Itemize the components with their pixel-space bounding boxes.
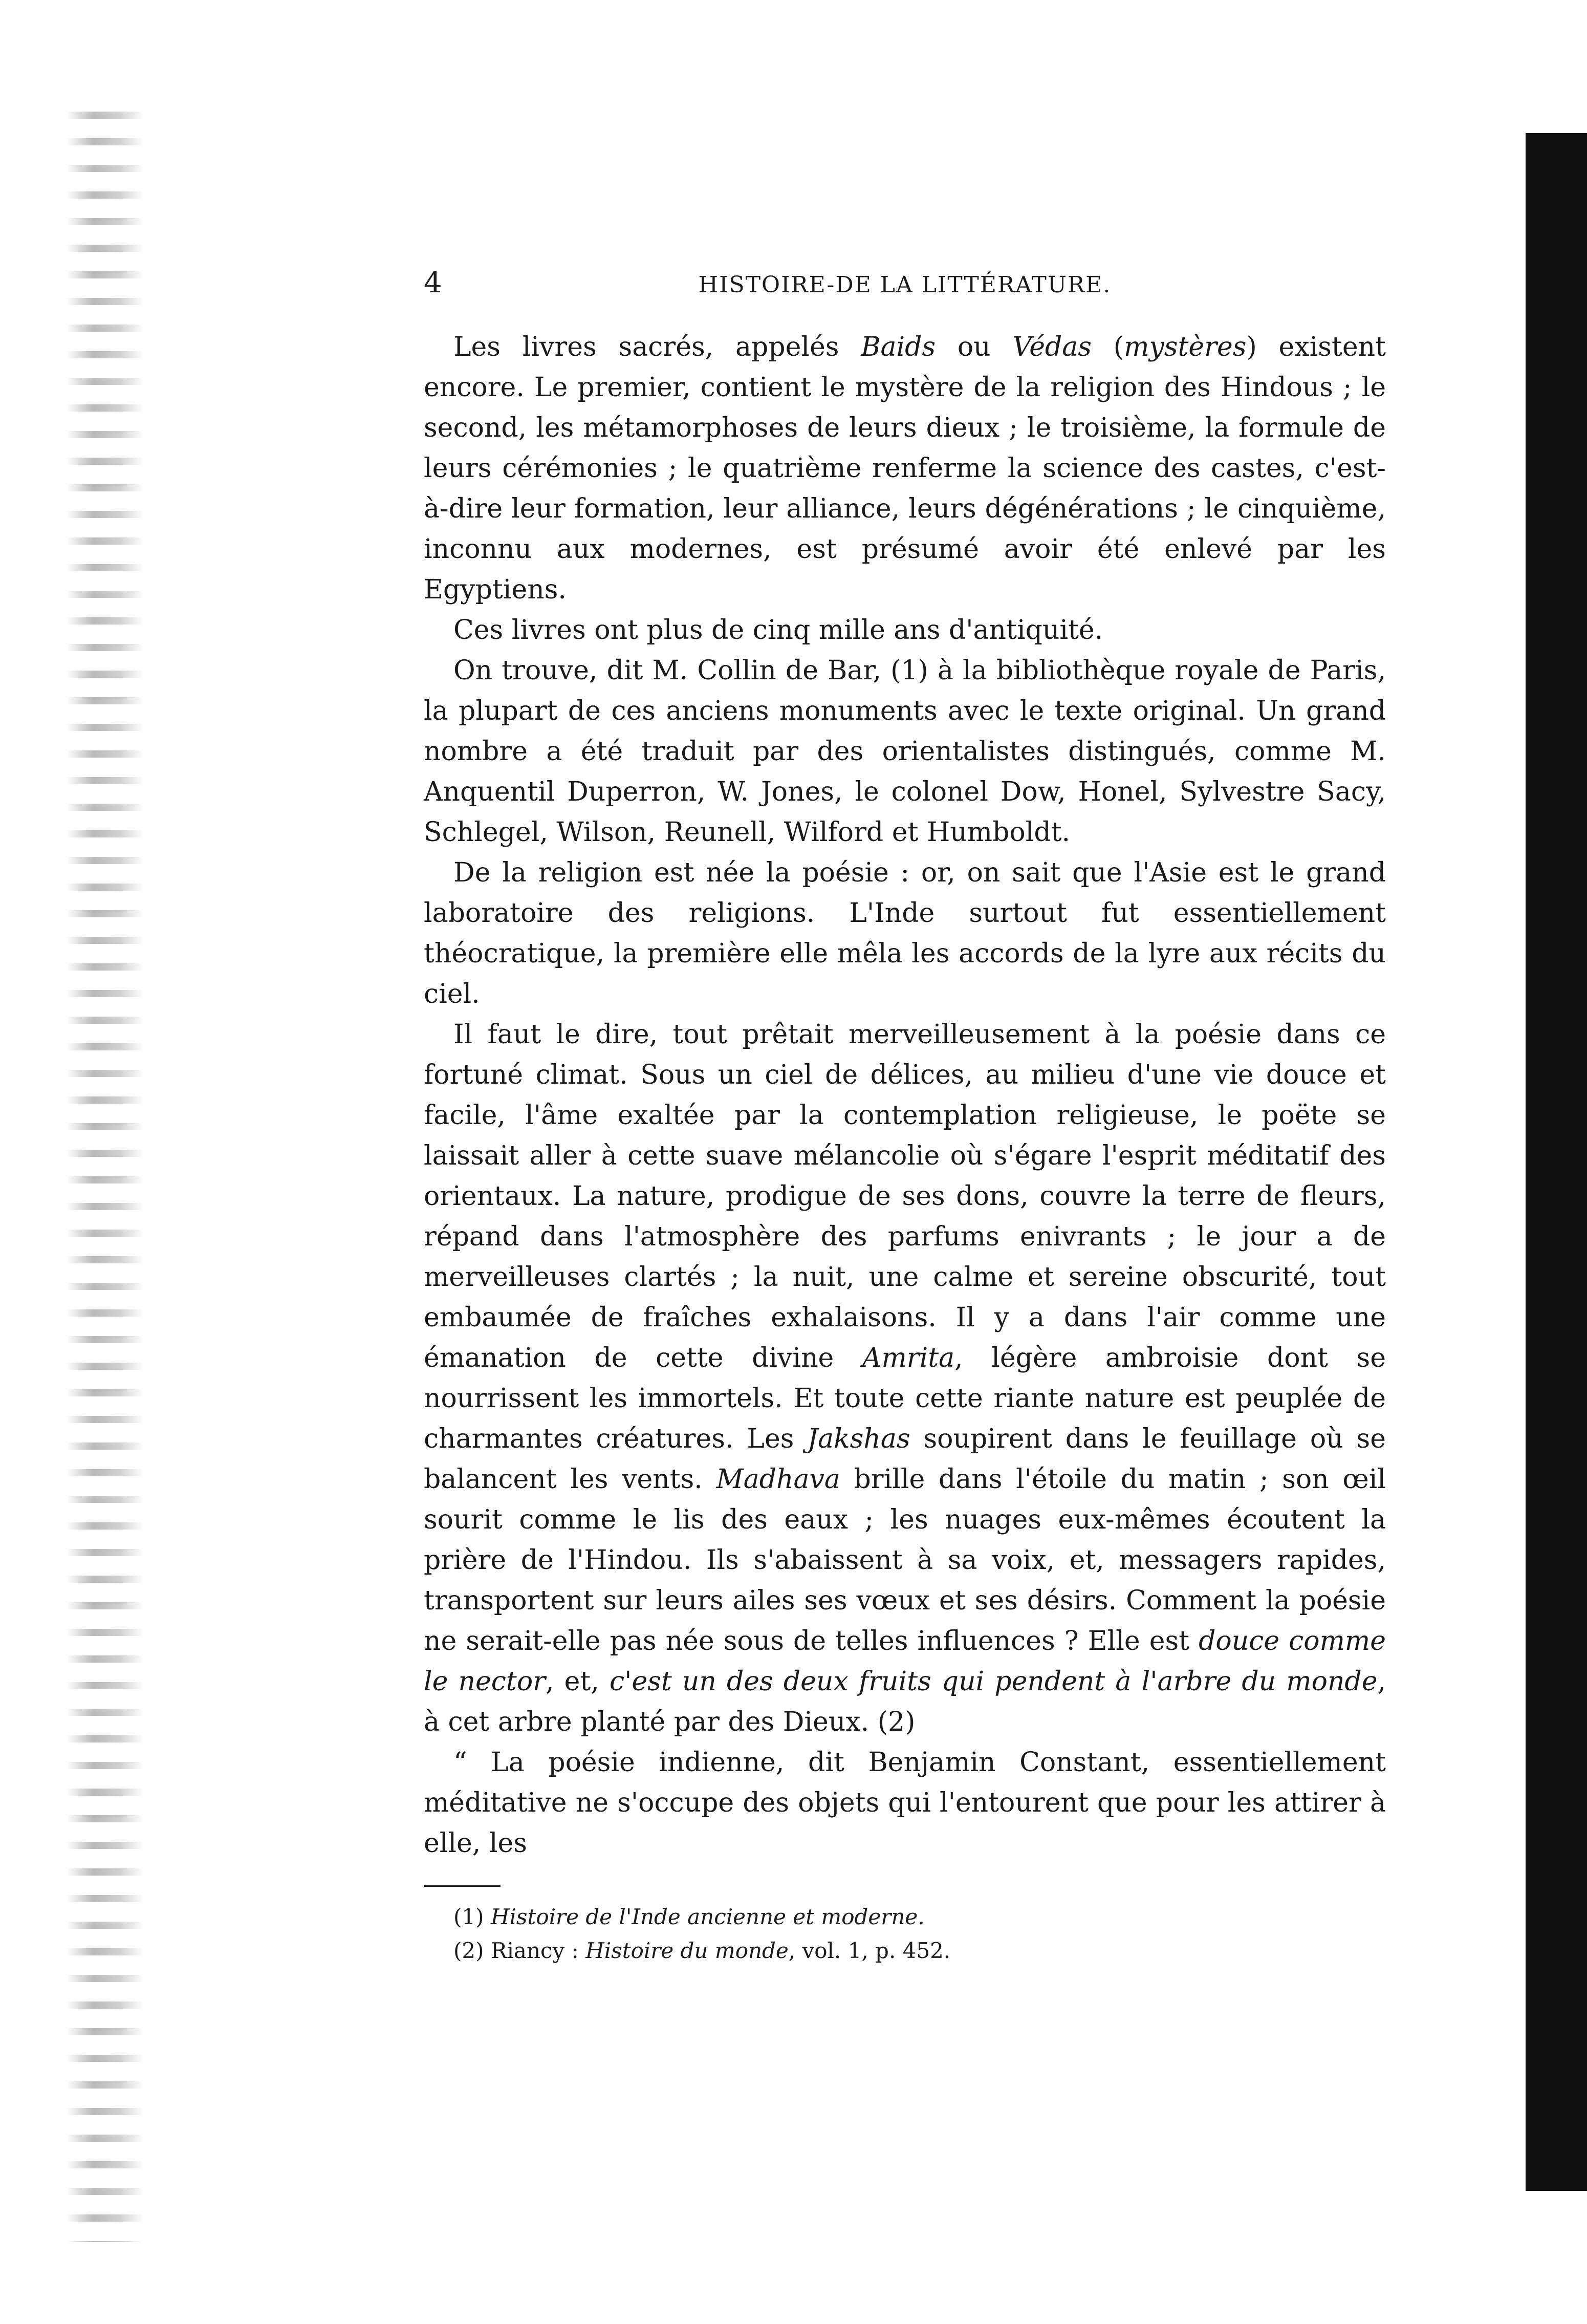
text-run: , vol. 1, p. 452. xyxy=(788,1938,951,1963)
text-run: Les livres sacrés, appelés xyxy=(453,332,861,362)
text-run: soupirent dans le feuillage où se balancent les vents. xyxy=(424,1424,1386,1495)
text-run: , légère ambroisie dont se nourrissent les immortels. Et toute cette riante nature est peuplée de charmantes créatures. Les xyxy=(424,1343,1386,1454)
italic-text: mystères xyxy=(1124,332,1247,362)
text-run: On trouve, dit M. Collin de Bar, (1) à la bibliothèque royale de Paris, la plupart de ces anciens monuments avec le texte original. Un grand nombre a été traduit par des orientalistes distingués, comme M. Anquentil Duperron, W. Jones, le colonel Dow, Honel, Sylvestre Sacy, Schlegel, Wilson, Reunell, Wilford et Humboldt. xyxy=(424,655,1386,848)
text-run: (2) Riancy : xyxy=(453,1938,586,1963)
footnote xyxy=(424,1900,1386,1934)
paragraph xyxy=(424,1742,1386,1864)
scan-dark-margin xyxy=(1526,133,1587,2191)
paragraph xyxy=(424,327,1386,610)
italic-text: c'est un des deux fruits qui pendent à l'arbre du monde xyxy=(609,1666,1378,1697)
text-run: De la religion est née la poésie : or, on sait que l'Asie est le grand laboratoire des religions. L'Inde surtout fut essentiellement théocratique, la première elle mêla les accords de la lyre aux récits du ciel. xyxy=(424,857,1386,1009)
running-head: HISTOIRE-DE LA LITTÉRATURE. xyxy=(698,272,1112,298)
italic-text: Baids xyxy=(861,332,936,362)
text-run: ( xyxy=(1091,332,1124,362)
paragraph xyxy=(424,1015,1386,1742)
italic-text: douce comme le nector xyxy=(424,1626,1386,1697)
italic-text: Amrita xyxy=(862,1343,955,1373)
book-page xyxy=(424,266,1386,1968)
footnote-rule xyxy=(424,1885,501,1887)
italic-text: Histoire de l'Inde ancienne et moderne. xyxy=(490,1904,925,1929)
text-run: “ La poésie indienne, dit Benjamin Constant, essentiellement méditative ne s'occupe des objets qui l'entourent que pour les attirer à elle, les xyxy=(424,1747,1386,1859)
paragraph xyxy=(424,610,1386,651)
footnotes xyxy=(424,1900,1386,1968)
paragraph xyxy=(424,651,1386,853)
page-number: 4 xyxy=(424,266,443,299)
text-run: ou xyxy=(936,332,1013,362)
paragraph xyxy=(424,853,1386,1015)
footnote xyxy=(424,1934,1386,1968)
text-run: Ces livres ont plus de cinq mille ans d'antiquité. xyxy=(453,615,1103,645)
body-text xyxy=(424,327,1386,1864)
text-run: , à cet arbre planté par des Dieux. (2) xyxy=(424,1666,1386,1737)
scan-binding-edge xyxy=(67,92,143,2242)
italic-text: Jakshas xyxy=(807,1424,910,1454)
text-run: , et, xyxy=(545,1666,610,1697)
text-run: (1) xyxy=(453,1904,491,1929)
text-run: brille dans l'étoile du matin ; son œil sourit comme le lis des eaux ; les nuages eux-mêmes écoutent la prière de l'Hindou. Ils s'abaissent à sa voix, et, messagers rapides, transportent sur leurs ailes ses vœux et ses désirs. Comment la poésie ne serait-elle pas née sous de telles influences ? Elle est xyxy=(424,1464,1386,1656)
text-run: Il faut le dire, tout prêtait merveilleusement à la poésie dans ce fortuné climat. Sous un ciel de délices, au milieu d'une vie douce et facile, l'âme exaltée par la contemplation religieuse, le poëte se laissait aller à cette suave mélancolie où s'égare l'esprit méditatif des orientaux. La nature, prodigue de ses dons, couvre la terre de fleurs, répand dans l'atmosphère des parfums enivrants ; le jour a de merveilleuses clartés ; la nuit, une calme et sereine obscurité, tout embaumée de fraîches exhalaisons. Il y a dans l'air comme une émanation de cette divine xyxy=(424,1019,1386,1373)
italic-text: Histoire du monde xyxy=(585,1938,789,1963)
text-run: ) existent encore. Le premier, contient le mystère de la religion des Hindous ; le second, les métamorphoses de leurs dieux ; le troisième, la formule de leurs cérémonies ; le quatrième renferme la science des castes, c'est-à-dire leur formation, leur alliance, leurs dégénérations ; le cinquième, inconnu aux modernes, est présumé avoir été enlevé par les Egyptiens. xyxy=(424,332,1386,605)
page-header xyxy=(424,266,1386,299)
italic-text: Madhava xyxy=(716,1464,840,1495)
italic-text: Védas xyxy=(1012,332,1092,362)
